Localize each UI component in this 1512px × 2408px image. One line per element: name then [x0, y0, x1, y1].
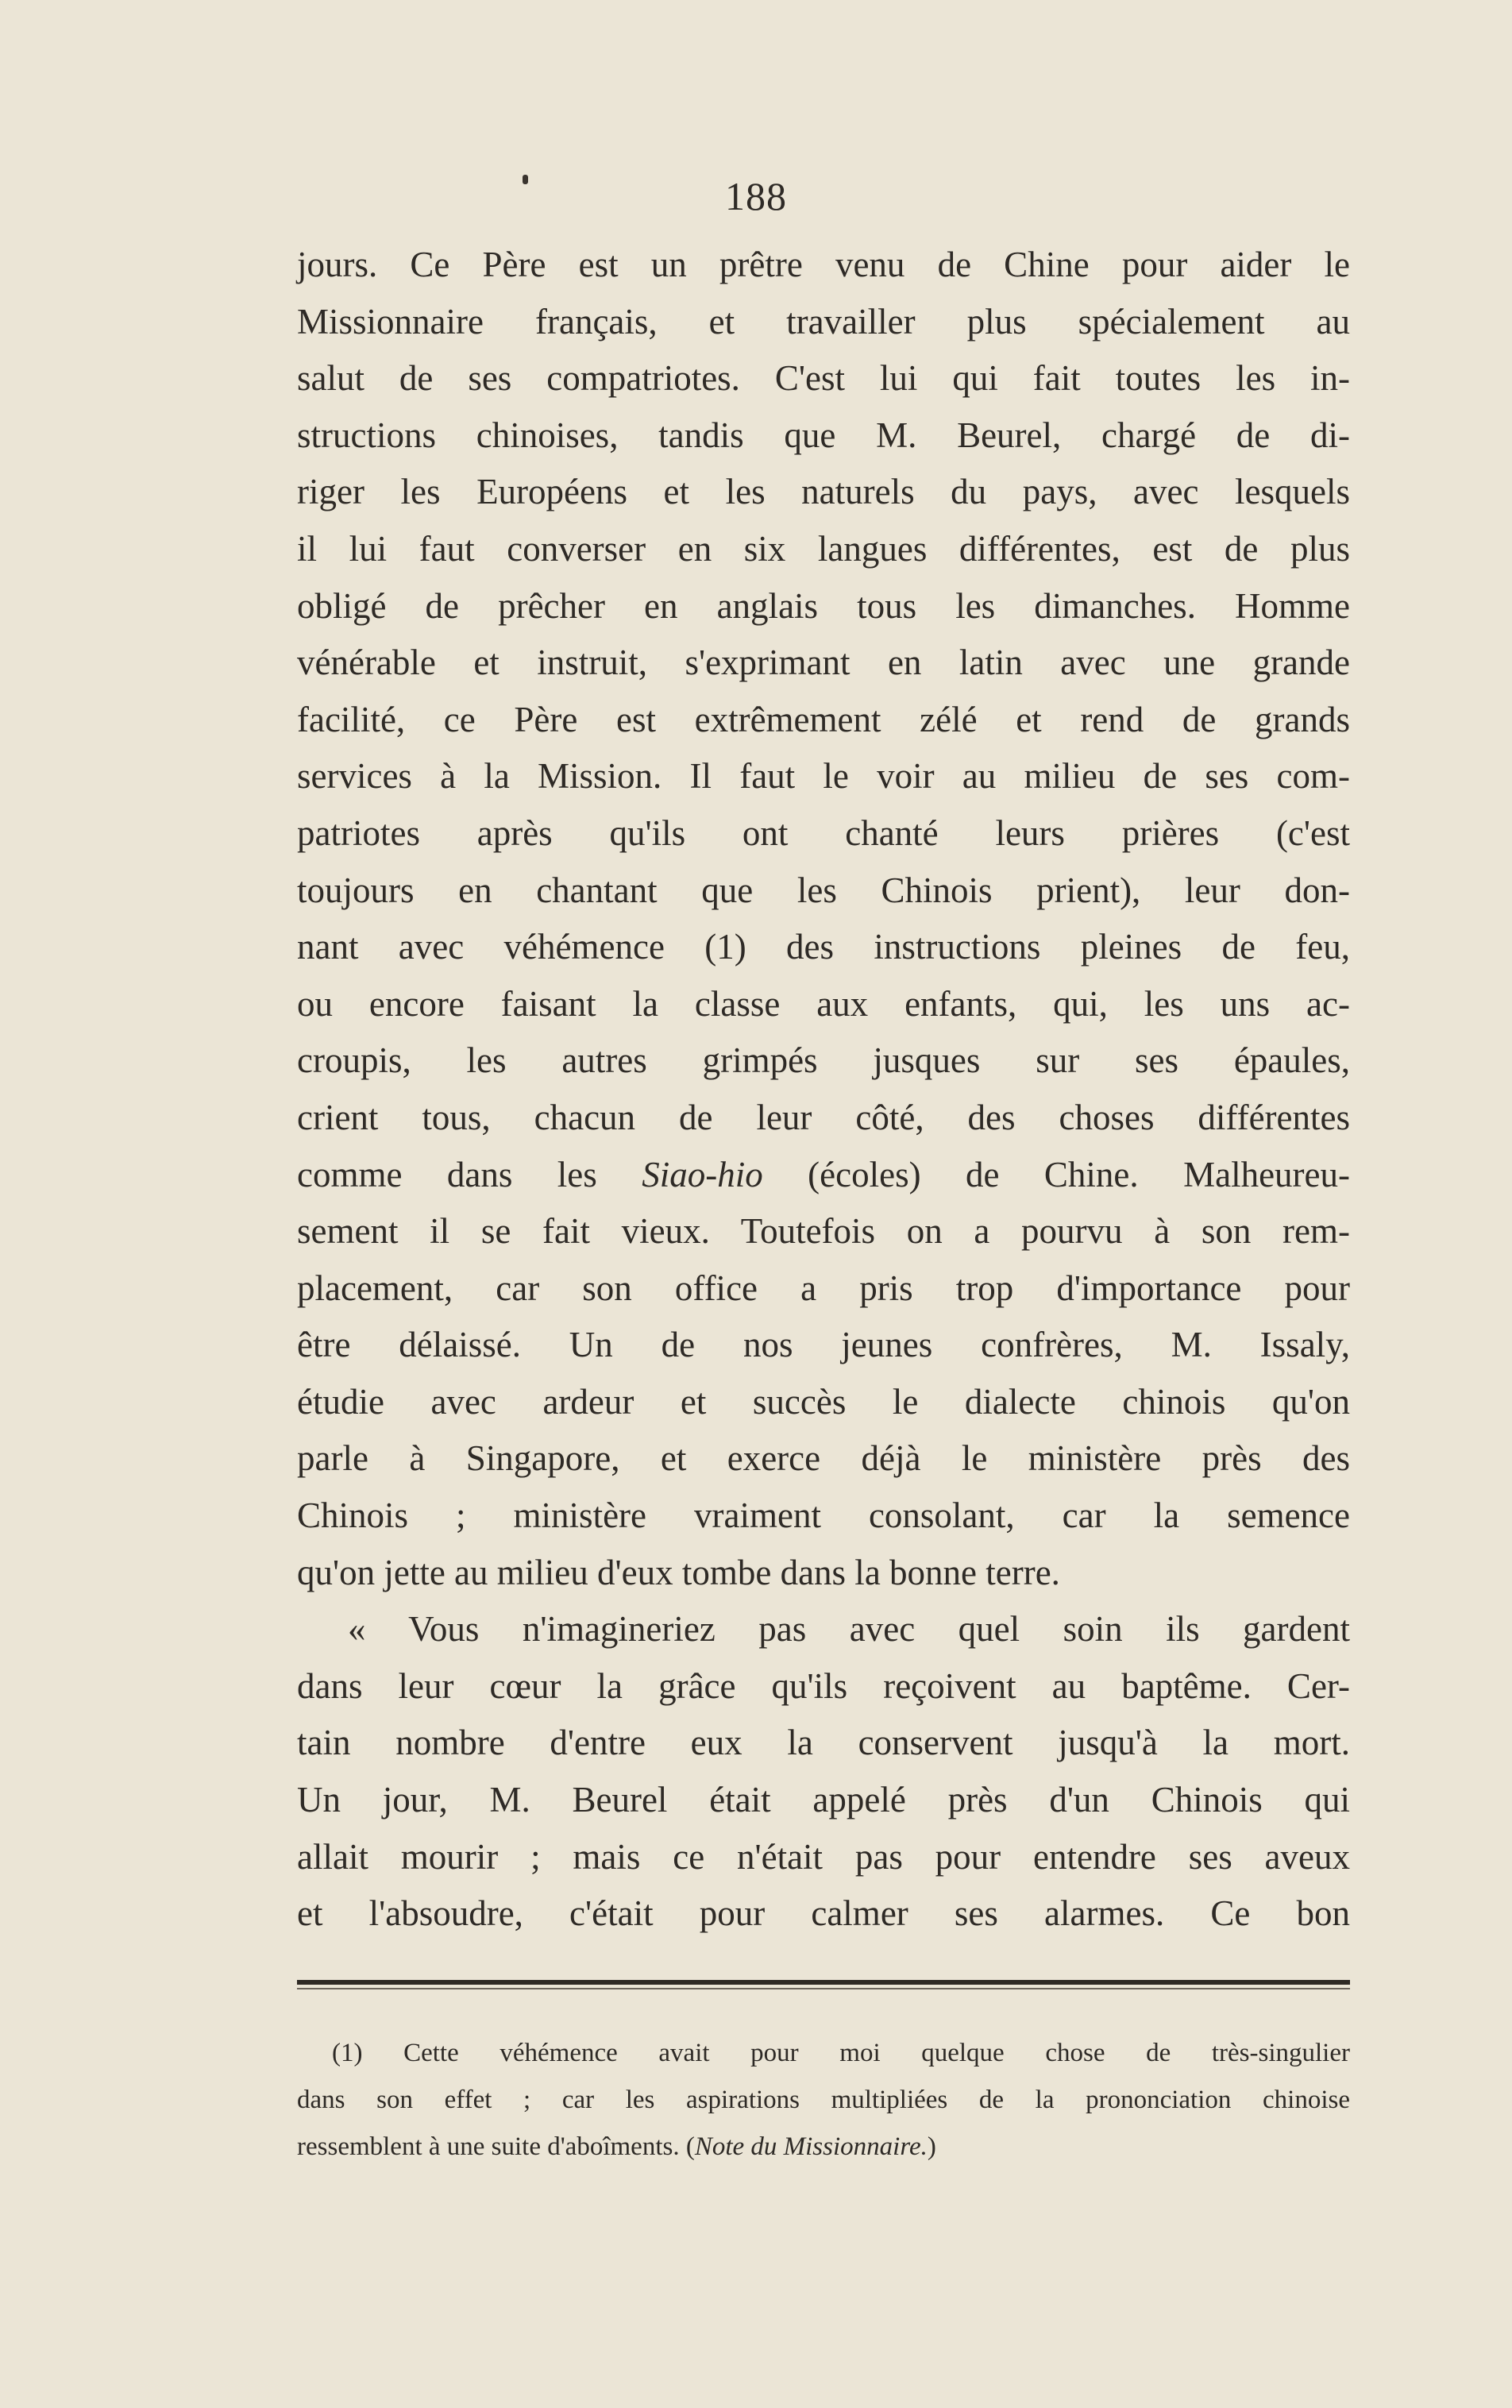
italic-term: Siao-hio	[642, 1154, 763, 1194]
body-line: croupis, les autres grimpés jusques sur ses épaules,	[297, 1040, 1350, 1081]
body-line: ou encore faisant la classe aux enfants, qui, les uns ac-	[297, 983, 1350, 1024]
body-line: Chinois ; ministère vraiment consolant, car la semence	[297, 1495, 1350, 1536]
footnote	[297, 2030, 1350, 2171]
body-line: structions chinoises, tandis que M. Beurel, chargé de di-	[297, 415, 1350, 455]
body-line: facilité, ce Père est extrêmement zélé et rend de grands	[297, 699, 1350, 739]
footnote-text: ressemblent à une suite d'aboîments.	[297, 2132, 680, 2161]
body-line: tain nombre d'entre eux la conservent jusqu'à la mort.	[297, 1723, 1350, 1763]
body-line: jours. Ce Père est un prêtre venu de Chine pour aider le	[297, 245, 1350, 284]
note-open: (	[685, 2132, 695, 2161]
body-line: obligé de prêcher en anglais tous les dimanches. Homme	[297, 585, 1350, 626]
note-close: )	[927, 2132, 936, 2161]
body-line: patriotes après qu'ils ont chanté leurs prières (c'est	[297, 812, 1350, 853]
body-line: services à la Mission. Il faut le voir au milieu de ses com-	[297, 756, 1350, 797]
footnote-line-last	[297, 2124, 1350, 2171]
body-line: Un jour, M. Beurel était appelé près d'un Chinois qui	[297, 1780, 1350, 1820]
footnote-line: dans son effet ; car les aspirations multipliées de la prononciation chinoise	[297, 2086, 1350, 2114]
note-attribution: Note du Missionnaire.	[694, 2132, 928, 2161]
body-line: étudie avec ardeur et succès le dialecte chinois qu'on	[297, 1381, 1350, 1422]
ink-speck	[523, 175, 528, 184]
body-line: placement, car son office a pris trop d'importance pour	[297, 1268, 1350, 1308]
body-line-with-italic	[297, 1147, 1350, 1204]
footnote-rule	[297, 1980, 1350, 1985]
body-line: toujours en chantant que les Chinois prient), leur don-	[297, 870, 1350, 910]
body-text	[297, 237, 1350, 1943]
footnote-line: (1) Cette véhémence avait pour moi quelque chose de très-singulier	[332, 2039, 1350, 2067]
footnote-rule-thin	[297, 1988, 1350, 1989]
body-line: il lui faut converser en six langues différentes, est de plus	[297, 528, 1350, 569]
page-number: 188	[725, 174, 787, 218]
body-line: Missionnaire français, et travailler plus spécialement au	[297, 301, 1350, 342]
body-line: nant avec véhémence (1) des instructions pleines de feu,	[297, 927, 1350, 967]
body-line: riger les Européens et les naturels du pays, avec lesquels	[297, 472, 1350, 512]
body-line: dans leur cœur la grâce qu'ils reçoivent au baptême. Cer-	[297, 1665, 1350, 1706]
body-line: parle à Singapore, et exerce déjà le ministère près des	[297, 1438, 1350, 1479]
body-line: qu'on jette au milieu d'eux tombe dans la bonne terre.	[297, 1552, 1060, 1592]
body-line: crient tous, chacun de leur côté, des choses différentes	[297, 1097, 1350, 1137]
body-line-paragraph-start: « Vous n'imagineriez pas avec quel soin ils gardent	[348, 1609, 1350, 1650]
line-text: (écoles) de Chine. Malheureu-	[762, 1154, 1350, 1194]
body-line: et l'absoudre, c'était pour calmer ses alarmes. Ce bon	[297, 1893, 1350, 1934]
body-line: être délaissé. Un de nos jeunes confrères, M. Issaly,	[297, 1325, 1350, 1365]
body-line: allait mourir ; mais ce n'était pas pour entendre ses aveux	[297, 1836, 1350, 1877]
body-line: vénérable et instruit, s'exprimant en latin avec une grande	[297, 643, 1350, 683]
body-line: salut de ses compatriotes. C'est lui qui fait toutes les in-	[297, 358, 1350, 399]
body-line: sement il se fait vieux. Toutefois on a pourvu à son rem-	[297, 1211, 1350, 1252]
line-text: comme dans les	[297, 1154, 642, 1194]
